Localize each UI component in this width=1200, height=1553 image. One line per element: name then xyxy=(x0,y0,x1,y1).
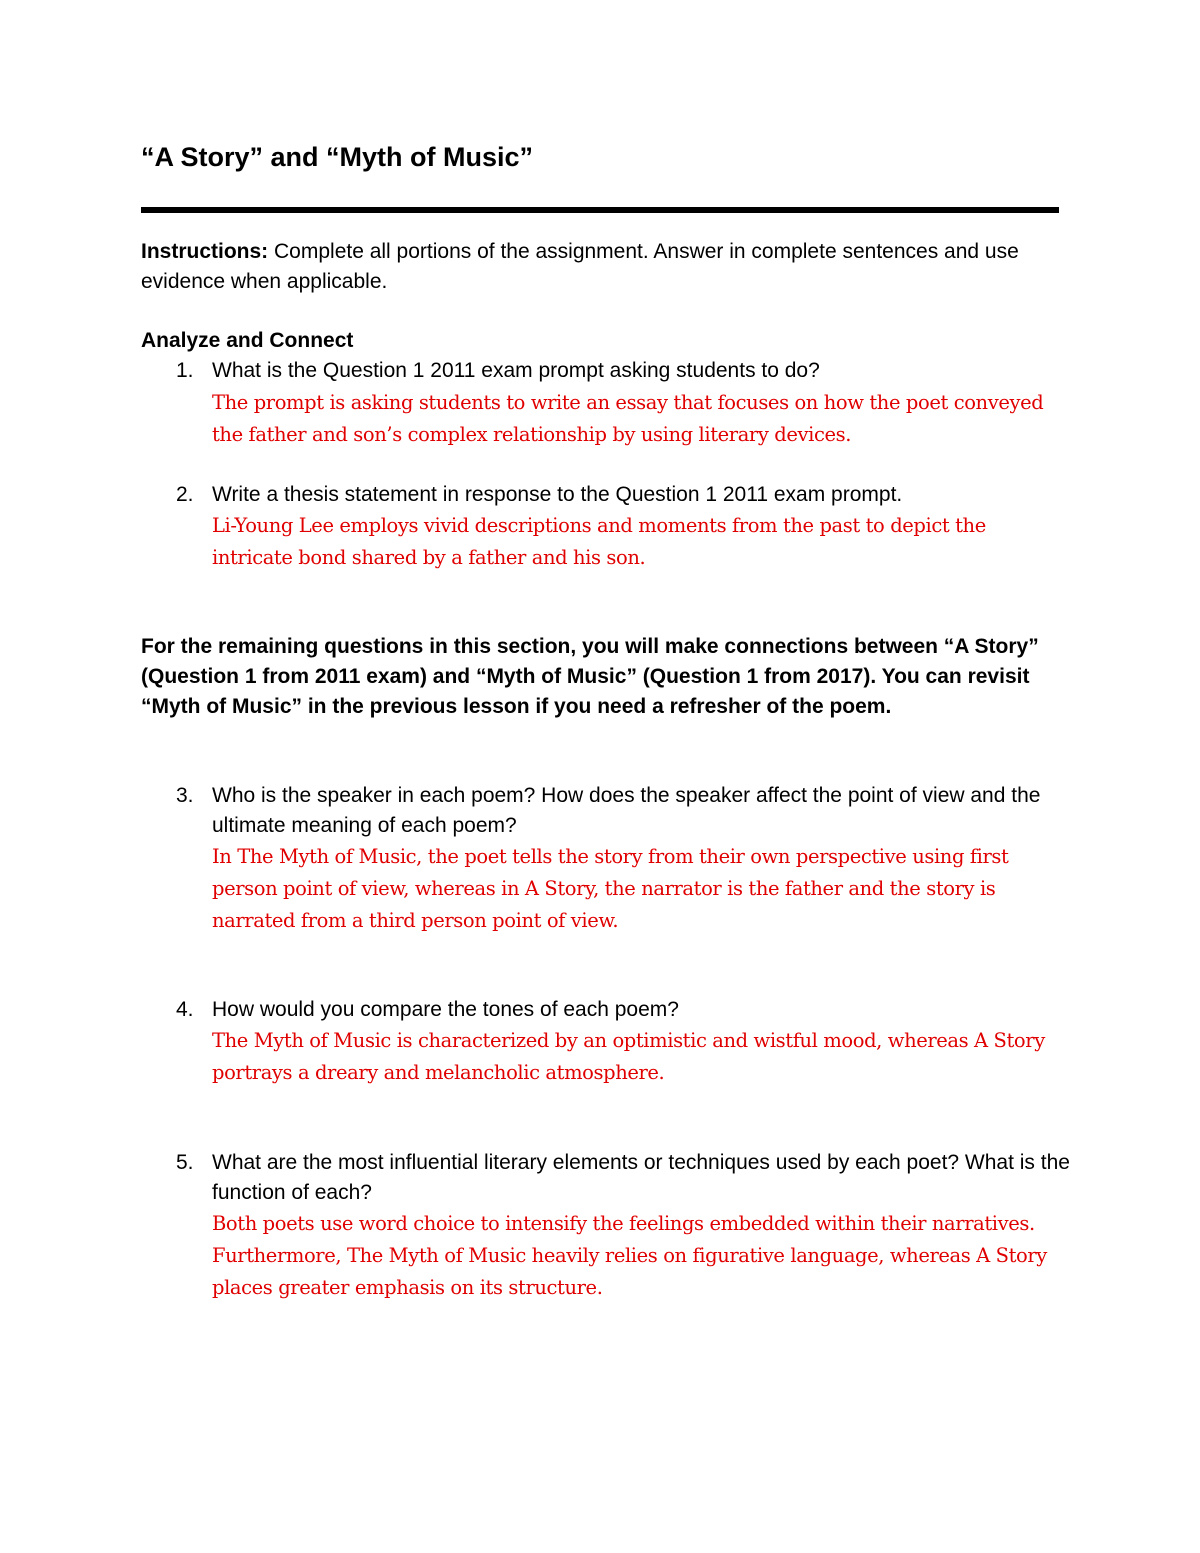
answer-text: In The Myth of Music, the poet tells the story from their own perspective using first person point of view, whereas in A Story, the narrator is the father and the story is narrated from a third person point of view. xyxy=(212,845,1009,932)
instructions-text: Complete all portions of the assignment. Answer in complete sentences and use evidence when applicable. xyxy=(141,240,1019,293)
question-number: 3. xyxy=(176,784,194,807)
question-text: Write a thesis statement in response to the Question 1 2011 exam prompt. xyxy=(212,483,903,506)
section-heading: Analyze and Connect xyxy=(141,329,354,352)
instructions-label: Instructions: xyxy=(141,240,269,263)
document-title: “A Story” and “Myth of Music” xyxy=(141,142,534,172)
question-number: 4. xyxy=(176,998,194,1021)
answer-text: Both poets use word choice to intensify the feelings embedded within their narratives. Furthermore, The Myth of Music heavily relies on figurative language, whereas A Story places greater emphasis on its structure. xyxy=(212,1212,1047,1299)
connections-intro: For the remaining questions in this section, you will make connections between “A Story” (Question 1 from 2011 exam) and “Myth of Music” (Question 1 from 2017). You can revisit “Myth of Music” in the previous lesson if you need a refresher of the poem. xyxy=(141,635,1039,718)
question-number: 2. xyxy=(176,483,194,506)
title-divider xyxy=(141,207,1059,213)
question-text: What is the Question 1 2011 exam prompt asking students to do? xyxy=(212,359,820,382)
question-text: What are the most influential literary elements or techniques used by each poet? What is the function of each? xyxy=(212,1151,1070,1204)
question-number: 1. xyxy=(176,359,194,382)
answer-text: The Myth of Music is characterized by an optimistic and wistful mood, whereas A Story portrays a dreary and melancholic atmosphere. xyxy=(212,1029,1045,1084)
instructions xyxy=(141,237,1059,297)
answer-text: The prompt is asking students to write an essay that focuses on how the poet conveyed the father and son’s complex relationship by using literary devices. xyxy=(212,391,1044,446)
question-text: Who is the speaker in each poem? How does the speaker affect the point of view and the ultimate meaning of each poem? xyxy=(212,784,1041,837)
answer-text: Li-Young Lee employs vivid descriptions and moments from the past to depict the intricate bond shared by a father and his son. xyxy=(212,514,986,569)
question-text: How would you compare the tones of each poem? xyxy=(212,998,679,1021)
question-number: 5. xyxy=(176,1151,194,1174)
